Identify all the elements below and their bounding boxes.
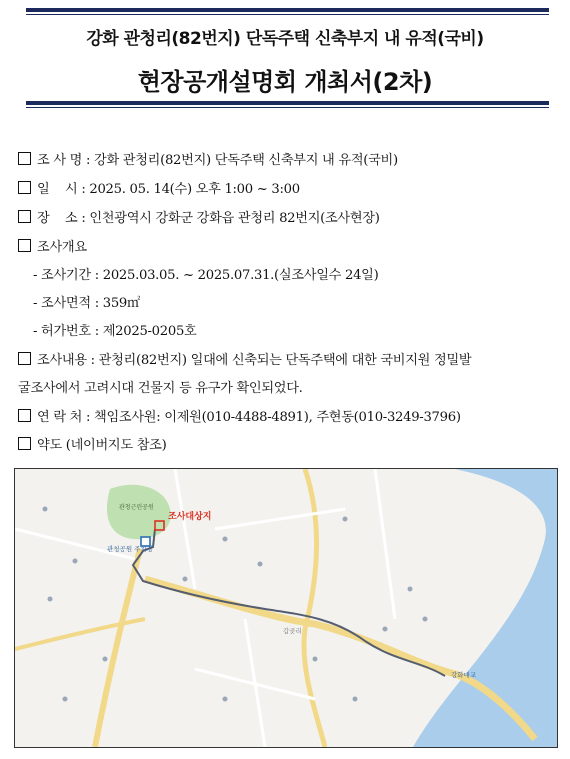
gapgot-label: 갑곶리: [283, 627, 302, 635]
place-text: 장 소 : 인천광역시 강화군 강화읍 관청리 82번지(조사현장): [37, 211, 380, 226]
map-caption: 약도 (네이버지도 참조): [37, 438, 167, 453]
content-text-1: 조사내용 : 관청리(82번지) 일대에 신축되는 단독주택에 대한 국비지원 정밀발: [37, 353, 472, 368]
header-rule-thin: [26, 107, 549, 108]
checkbox-icon: [18, 352, 31, 365]
top-rule-thin: [26, 14, 549, 15]
checkbox-icon: [18, 239, 31, 252]
checkbox-icon: [18, 409, 31, 422]
map-canvas: [15, 469, 557, 747]
document-title: 강화 관청리(82번지) 단독주택 신축부지 내 유적(국비): [86, 29, 484, 49]
survey-name-text: 조 사 명 : 강화 관청리(82번지) 단독주택 신축부지 내 유적(국비): [37, 153, 398, 168]
park-label: 관청근린공원: [119, 504, 154, 511]
content-text-2: 굴조사에서 고려시대 건물지 등 유구가 확인되었다.: [18, 381, 303, 396]
bridge-label: 강화대교: [451, 671, 477, 679]
period-text: - 조사기간 : 2025.03.05. ~ 2025.07.31.(실조사일수 24일): [33, 268, 379, 283]
contact-line: [18, 406, 558, 425]
area-text: - 조사면적 : 359㎡: [33, 296, 140, 311]
survey-name-line: [18, 149, 558, 168]
datetime-line: [18, 178, 558, 197]
checkbox-icon: [18, 437, 31, 450]
location-map: [14, 468, 558, 748]
site-label: 조사대상지: [168, 512, 212, 522]
datetime-text: 일 시 : 2025. 05. 14(수) 오후 1:00 ~ 3:00: [37, 182, 300, 197]
header-rule-thick: [26, 101, 549, 105]
contact-text: 연 락 처 : 책임조사원: 이제원(010-4488-4891), 주현동(010-3249-3796): [37, 410, 461, 425]
map-caption-line: [18, 434, 558, 453]
checkbox-icon: [18, 181, 31, 194]
document-subtitle: 현장공개설명회 개최서(2차): [137, 68, 433, 96]
content-line: [18, 349, 558, 368]
overview-label: 조사개요: [37, 240, 87, 255]
place-line: [18, 207, 558, 226]
permit-text: - 허가번호 : 제2025-0205호: [33, 324, 197, 339]
parking-label: 관청공원 주차장: [107, 545, 154, 553]
checkbox-icon: [18, 152, 31, 165]
checkbox-icon: [18, 210, 31, 223]
overview-line: [18, 236, 558, 255]
top-rule-thick: [26, 8, 549, 12]
